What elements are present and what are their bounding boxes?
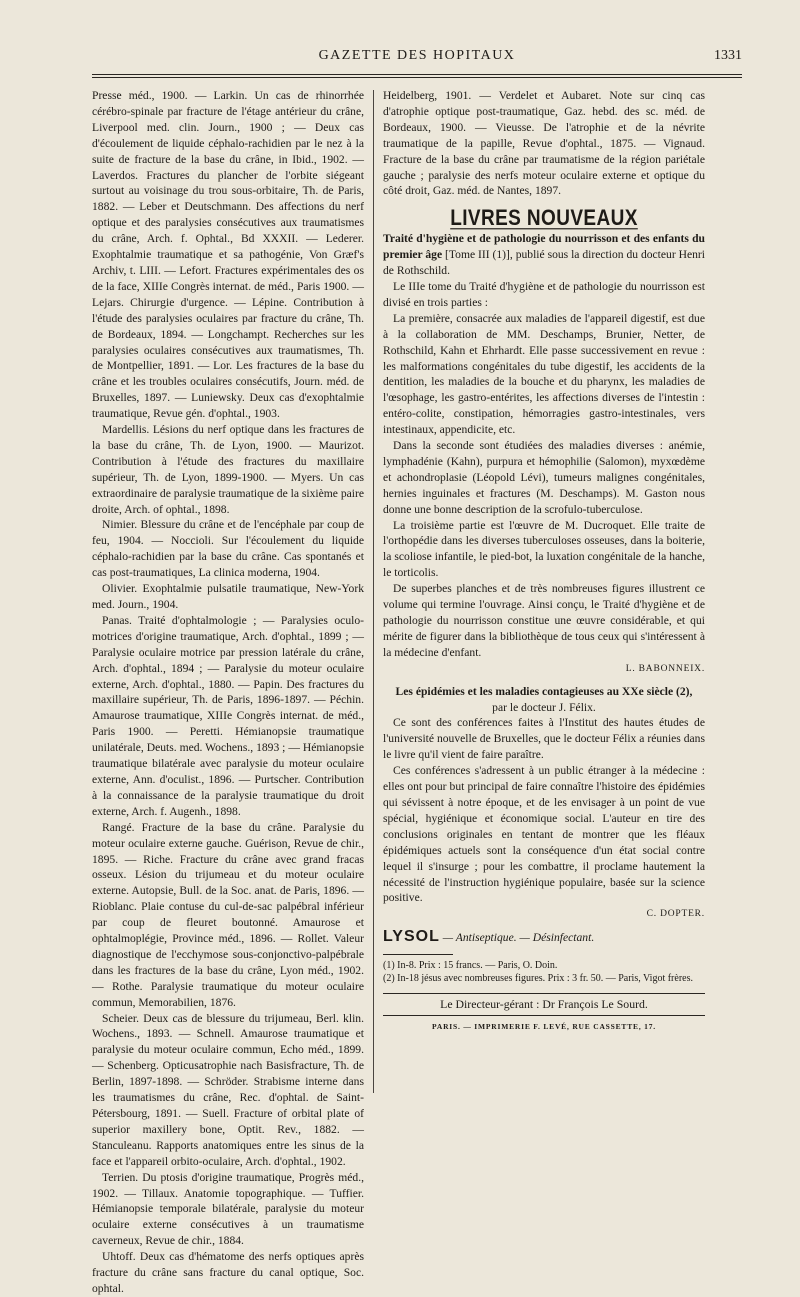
review-paragraph: Ces conférences s'adressent à un public étranger à la médecine : elles ont pour but principal de faire connaître l'histoire des épidémies qui sévissent à notre époque, et de les envisager à un point de vue spécial, hygiénique et économique social. L'auteur en tire des conclusions originales en tentant de montrer que les fléaux épidémiques actuels sont la conséquence d'un état social contre lequel il s'insurge ; pour les combattre, il proclame hautement la nécessité de l'instruction hygiénique populaire, basée sur la science positive. [383, 764, 705, 905]
review-paragraph: Dans la seconde sont étudiées des maladies diverses : anémie, lymphadénie (Kahn), purpura et hémophilie (Salomon), myxœdème et achondroplasie (Léopold Lévi), tumeurs malignes congénitales, hernies inguinales et fractures (M. Deschamps). M. Gaston nous donne une bonne description de la scrofulo-tuberculose. [383, 439, 705, 516]
footnote-rule [383, 954, 453, 955]
book-review-1 [383, 231, 705, 677]
journal-title: GAZETTE DES HOPITAUX [318, 48, 516, 63]
footnote: (2) In-18 jésus avec nombreuses figures. Prix : 3 fr. 50. — Paris, Vigot frères. [383, 973, 693, 985]
left-column [92, 88, 364, 1297]
advert-text: — Antiseptique. — Désinfectant. [439, 931, 595, 945]
book-review-2 [383, 684, 705, 924]
bibliography-paragraph: Presse méd., 1900. — Larkin. Un cas de rhinorrhée cérébro-spinale par fracture de l'étage antérieur du crâne, Liverpool med. clin. Journ., 1900 ; — Deux cas d'écoulement de liquide céphalo-rachidien par le nez à la suite de fracture de la base du crâne, in Ibid., 1902. — Laverdos. Fractures du plancher de l'orbite siégeant surtout au voisinage du trou sous-orbitaire, Th. de Paris, 1882. — Leber et Deutschmann. Des affections du nerf optique et des paralysies consécutives aux traumatismes du crâne, Arch. f. Ophtal., Bd XXXII. — Lederer. Exophtalmie traumatique et sa pathogénie, Von Græf's Archiv, t. LIII. — Lefort. Fractures expérimentales des os de la face, XIIIe Congrès internat. de méd., Paris 1900. — Lejars. Chirurgie d'urgence. — Lépine. Contribution à l'étude des paralysies oculaires par fracture du crâne, Th. de Bordeaux, 1894. — Longchampt. Recherches sur les paralysies oculaires consécutives aux traumatismes, Th. de Montpellier, 1891. — Lor. Les fractures de la base du crâne et les troubles oculaires consécutifs, Journ. méd. de Bruxelles, 1897. — Luniewsky. Deux cas d'exophtalmie traumatique, Revue gén. d'ophtal., 1903. [92, 89, 364, 421]
advert-brand: LYSOL [383, 928, 440, 946]
page-header [92, 48, 742, 72]
review-paragraph: De superbes planches et de très nombreuses figures illustrent ce volume qui termine l'ouvrage. Ainsi conçu, le Traité d'hygiène et de pathologie du nourrisson constitue une œuvre considérable, et qui mérite de figurer dans la bibliothèque de tous ceux qui s'intéressent à la médecine d'enfant. [383, 582, 705, 659]
book-title: Traité d'hygiène et de pathologie du nourrisson et des enfants du premier âge [383, 232, 705, 262]
right-column [383, 88, 705, 1035]
review-signature: L. BABONNEIX. [625, 663, 705, 674]
bibliography-paragraph: Terrien. Du ptosis d'origine traumatique, Progrès méd., 1902. — Tillaux. Anatomie topographique. — Tuffier. Hémianopsie temporale bilatérale, paralysie du moteur oculaire externe consécutives à un traumatisme caverneux, Revue de chir., 1884. [92, 1170, 364, 1248]
review-paragraph: La première, consacrée aux maladies de l'appareil digestif, est due à la collaboration de MM. Deschamps, Brunier, Netter, de Rothschild, Kahn et Ehrhardt. Elle passe successivement en revue : les malformations congénitales du tube digestif, les accidents de la dentition, les maladies de la bouche et du pharynx, les maladies de l'œsophage, les gastro-entérites, les affections diverses de l'intestin : entéro-colite, constipation, hémorragies gastro-intestinales, vers intestinaux, appendicite, etc. [383, 311, 705, 437]
bibliography-paragraph: Olivier. Exophtalmie pulsatile traumatique, New-York med. Journ., 1904. [92, 582, 364, 611]
review-paragraph: La troisième partie est l'œuvre de M. Ducroquet. Elle traite de l'orthopédie dans les diverses tuberculoses osseuses, dans la boiterie, la scoliose infantile, le pied-bot, la luxation congénitale de la hanche, le torticolis. [383, 518, 705, 580]
bibliography-paragraph: Rangé. Fracture de la base du crâne. Paralysie du moteur oculaire externe gauche. Guérison, Revue de chir., 1895. — Riche. Fracture du crâne avec grand fracas osseux. Lésion du trijumeau et du moteur oculaire externe. Autopsie, Bull. de la Soc. anat. de Paris, 1896. — Rioblanc. Plaie contuse du cul-de-sac palpébral inférieur par coup de fleuret boutonné. Amaurose et ophtalmoplégie, Province méd., 1896. — Rollet. Valeur diagnostique de l'ecchymose sous-conjonctivo-palpébrale dans les fractures de la base du crâne, Lyon méd., 1902. — Rothe. Paralysie traumatique du moteur oculaire commun, Memorabilien, 1876. [92, 820, 364, 1009]
page-number: 1331 [714, 48, 742, 63]
review-paragraph: Ce sont des conférences faites à l'Institut des hautes études de l'université nouvelle de Bruxelles, que le docteur Félix a réunies dans le livre qu'il vient de faire paraître. [383, 716, 705, 762]
director-line: Le Directeur-gérant : Dr François Le Sourd. [383, 993, 705, 1016]
bibliography-continuation: Heidelberg, 1901. — Verdelet et Aubaret. Note sur cinq cas d'atrophie optique post-traumatique, Gaz. hebd. des sc. méd. de Bordeaux, 1900. — Vieusse. De l'atrophie et de la névrite traumatique de la papille, Revue d'ophtal., 1875. — Vignaud. Fracture de la base du crâne par traumatisme de la région pariétale gauche ; paralysie des nerfs moteur oculaire externe et optique du côté droit, Gaz. méd. de Nantes, 1897. [383, 89, 705, 198]
header-rule [92, 74, 742, 78]
section-title: LIVRES NOUVEAUX [450, 206, 638, 231]
bibliography-paragraph: Panas. Traité d'ophtalmologie ; — Paralysies oculo-motrices d'origine traumatique, Arch. d'ophtal., 1899 ; — Paralysie oculaire motrice par pression latérale du crâne, Arch. d'ophtal., 1894 ; — Paralysie du moteur oculaire externe, Arch. d'ophtal., 1880. — Papin. Des fractures du maxillaire supérieur, Th. de Paris, 1896-1897. — Péchin. Amaurose traumatique, XIIIe Congrès internat. de méd., Paris 1900. — Peretti. Hémianopsie traumatique unilatérale, Deuts. med. Wochens., 1893 ; — Hémianopsie traumatique bilatérale avec paralysie du moteur oculaire externe, Ann. d'oculist., 1896. — Purtscher. Contribution à la connaissance de la paralysie traumatique du droit externe, Arch. f. Augenh., 1898. [92, 613, 364, 818]
bibliography-paragraph: Uhtoff. Deux cas d'hématome des nerfs optiques après fracture du crâne sans fracture du canal optique, Soc. ophtal. [92, 1250, 364, 1295]
footnote: (1) In-8. Prix : 15 francs. — Paris, O. Doin. [383, 960, 558, 972]
bibliography-paragraph: Nimier. Blessure du crâne et de l'encéphale par coup de feu, 1904. — Noccioli. Sur l'écoulement du liquide céphalo-rachidien par la base du crâne. Cas spontanés et cas post-traumatiques, La clinica moderna, 1904. [92, 518, 364, 580]
bibliography-paragraph: Mardellis. Lésions du nerf optique dans les fractures de la base du crâne, Th. de Lyon, 1900. — Maurizot. Contribution à l'étude des fractures du maxillaire supérieur, Th. de Lyon, 1899-1900. — Myers. Un cas extraordinaire de paralysie traumatique de la sixième paire droite, Arch. of ophtal., 1898. [92, 423, 365, 516]
book-author: par le docteur J. Félix. [492, 700, 596, 714]
book-title-rest: [Tome III (1)], publié sous la direction du docteur Henri de Rothschild. [383, 248, 706, 278]
bibliography-paragraph: Scheier. Deux cas de blessure du trijumeau, Berl. klin. Wochens., 1893. — Schnell. Amaurose traumatique et paralysie du moteur oculaire commun, Echo méd., 1899. — Schenberg. Opticusatrophie nach Basisfracture, Th. de Berlin, 1897-1898. — Schröder. Strabisme interne dans les traumatismes du crâne, Rec. d'ophtal. de Saint-Pétersbourg, 1891. — Suell. Fracture of orbital plate of superior maxillery bone, Optit. Rev., 1882. — Stanculeanu. Rapports anatomiques entre les sinus de la face et l'appareil orbito-oculaire, Arch. d'ophtal., 1902. [92, 1011, 364, 1168]
column-divider [373, 90, 374, 1093]
printer-line: PARIS. — IMPRIMERIE F. LEVÉ, RUE CASSETTE, 17. [432, 1022, 656, 1032]
lysol-advert [383, 929, 705, 946]
book-title: Les épidémies et les maladies contagieuses au XXe siècle (2), [395, 684, 693, 698]
review-signature: C. DOPTER. [646, 909, 705, 920]
book-review-heading [383, 231, 705, 279]
review-paragraph: Le IIIe tome du Traité d'hygiène et de pathologie du nourrisson est divisé en trois parties : [383, 279, 705, 309]
